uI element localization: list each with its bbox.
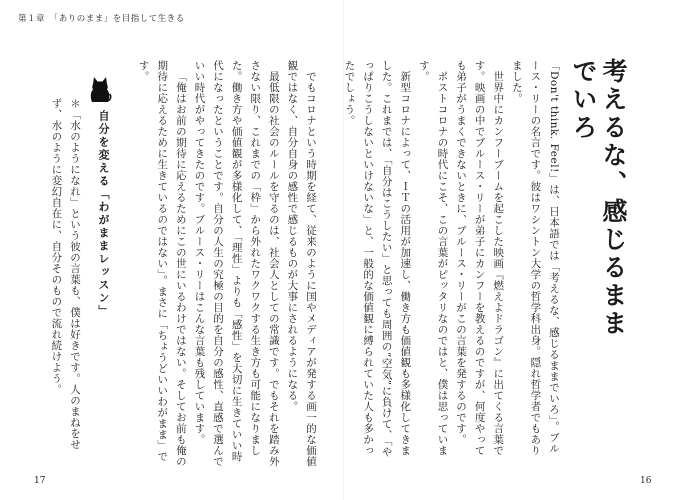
paragraph: でもコロナという時期を経て、従来のように国やメディアが発する画一的な価値観ではなく、自分自身の感性で感じるものが大事にされるようになる。 [286,60,317,467]
left-page-body [137,60,320,470]
page-number-left: 17 [34,476,46,486]
paragraph: 「俺はお前の期待に応えるためにこの世にいるわけではない。そしてお前も俺の期待に応えるために生きているのではない」。まさに「ちょうどいいわがまま」です。 [137,60,187,467]
paragraph: ポストコロナの時代にこそ、この言葉がピッタリなのではと、僕は思っています。 [417,60,449,456]
lesson-quote [48,98,84,468]
page-number-right: 16 [640,476,652,486]
chapter-title: 考えるな、感じるままでいろ [569,58,628,338]
asterisk-mark: ＊ [69,98,81,109]
paragraph: 新型コロナによって、ＩＴの活用が加速し、働き方も価値観も多様化してきました。これまでは、「自分はこうしたい」と思っても周囲の“空気”に負けて、「やっぱりこうしないといけないな」と、一般的な価値観に縛られていた人も多かったでしょう。 [343,60,412,458]
paragraph: 世界中にカンフーブームを起こした映画『燃えよドラゴン』に出てくる言葉です。映画の中でブルース・リーが弟子にカンフーを教えるのですが、何度やっても弟子がうまくできないときに、ブルース・リーがこの言葉を発するのです。 [455,60,505,456]
lesson-title: 自分を変える「わがままレッスン」 [97,110,110,318]
paragraph: 最低限の社会のルールを守るのは、社会人としての常識です。でもそれを踏み外さない限り、これまでの「枠」から外れたワクワクする生き方も可能になりました。働き方や価値観が多様化して、「理性」よりも「感性」を大切に生きていい時代になったということです。自分の人生の究極の目的を自分の感性、直感で選んでいい時代がやってきたのです。ブルース・リーはこんな言葉も残しています。 [193,60,280,467]
running-header: 第１章 「ありのまま」を目指して生きる [18,14,185,24]
cat-icon [88,72,112,104]
right-page-body [343,60,563,460]
lesson-quote-text: 「水のようになれ」という彼の言葉も、僕は好きです。人のまねをせず、水のように変幻自在に、自分そのもので流れ続けよう。 [50,98,81,450]
paragraph: 「Don't think. Feel!」は、日本語では「考えるな、感じるままでいろ」。ブルース・リーの名言です。彼はワシントン大学の哲学科出身。隠れ哲学者でもありました。 [510,60,560,456]
